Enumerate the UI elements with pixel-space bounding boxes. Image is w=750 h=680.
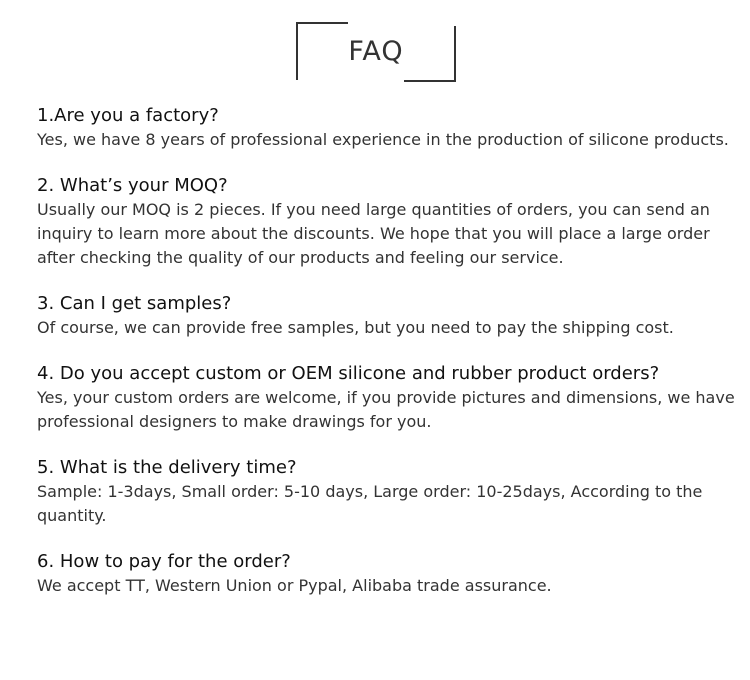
faq-list [37, 104, 737, 620]
faq-answer: Sample: 1-3days, Small order: 5-10 days, Large order: 10-25days, According to the quantity. [37, 482, 703, 525]
faq-answer: Of course, we can provide free samples, but you need to pay the shipping cost. [37, 318, 674, 337]
faq-item [37, 292, 737, 340]
faq-answer: We accept TT, Western Union or Pypal, Alibaba trade assurance. [37, 576, 552, 595]
faq-question: 2. What’s your MOQ? [37, 175, 228, 196]
faq-answer: Usually our MOQ is 2 pieces. If you need large quantities of orders, you can send an inquiry to learn more about the discounts. We hope that you will place a large order after checking the quality of our products and feeling our service. [37, 200, 710, 267]
faq-item [37, 456, 737, 528]
faq-item [37, 550, 737, 598]
faq-item [37, 362, 737, 434]
frame-corner-bottom-right [404, 80, 456, 82]
faq-item [37, 174, 737, 270]
page-title: FAQ [348, 36, 404, 67]
faq-question: 3. Can I get samples? [37, 293, 232, 314]
faq-question: 4. Do you accept custom or OEM silicone and rubber product orders? [37, 363, 660, 384]
faq-title-frame [296, 22, 456, 82]
faq-answer: Yes, your custom orders are welcome, if you provide pictures and dimensions, we have professional designers to make drawings for you. [37, 388, 735, 431]
faq-question: 6. How to pay for the order? [37, 551, 291, 572]
faq-answer: Yes, we have 8 years of professional experience in the production of silicone products. [37, 130, 729, 149]
faq-question: 1.Are you a factory? [37, 105, 219, 126]
faq-item [37, 104, 737, 152]
frame-corner-top-left [296, 22, 348, 24]
faq-question: 5. What is the delivery time? [37, 457, 297, 478]
